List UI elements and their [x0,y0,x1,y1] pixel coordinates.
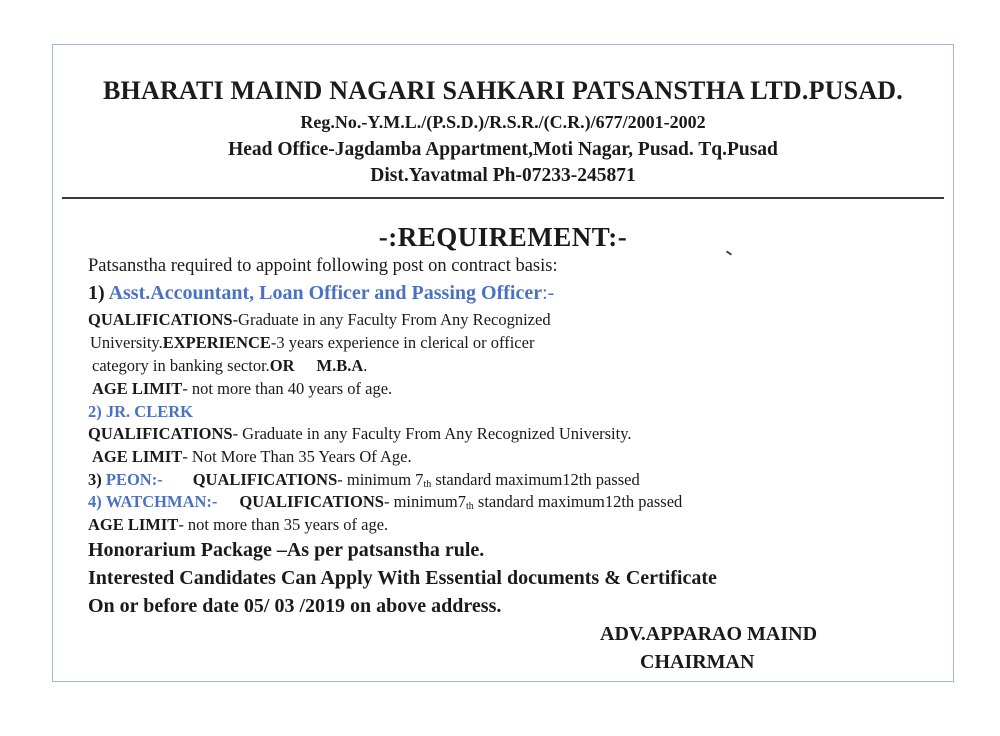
post-2-number: 2) [88,402,102,421]
post-1-alt-dot: . [363,356,368,375]
post-3-number: 3) [88,470,102,489]
post-3-qual-label: QUALIFICATIONS [192,470,338,489]
post-1-age-limit [92,379,392,399]
header-divider [62,197,944,199]
post-1-qual-text: -Graduate in any Faculty From Any Recognized [232,310,551,329]
requirement-heading: -:REQUIREMENT:- [378,222,628,252]
post-3-qual-sup: th [423,479,432,490]
post-2-qual-label: QUALIFICATIONS [88,424,233,443]
post-1-alt-label: M.B.A [316,356,364,375]
post-4-qual-pre: - minimum7 [383,492,466,511]
post-3-name: PEON:- [105,470,163,489]
post-4-qual-label: QUALIFICATIONS [239,492,384,511]
post-4-number: 4) [88,492,102,511]
post-1-title [88,282,554,305]
registration-number: Reg.No.-Y.M.L./(P.S.D.)/R.S.R./(C.R.)/677/2001-2002 [300,112,706,132]
apply-instructions: Interested Candidates Can Apply With Essential documents & Certificate [88,567,717,589]
honorarium-text: Honorarium Package –As per patsanstha rule. [88,539,485,561]
post-1-exp-cont: category in banking sector. [92,356,270,375]
post-4-age-text: - not more than 35 years of age. [178,515,389,534]
signatory-title: CHAIRMAN [640,651,755,673]
post-1-suffix: :- [542,282,555,304]
post-1-age-label: AGE LIMIT [92,379,183,398]
post-2-title [88,402,193,422]
post-1-name: Asst.Accountant, Loan Officer and Passing Officer [108,282,543,304]
head-office-address: Head Office-Jagdamba Appartment,Moti Nagar, Pusad. Tq.Pusad [228,139,778,160]
post-2-age-limit [92,447,412,467]
post-2-age-label: AGE LIMIT [92,447,183,466]
post-1-experience [90,333,534,353]
post-1-exp-text: -3 years experience in clerical or officer [270,333,535,352]
post-1-age-text: - not more than 40 years of age. [182,379,393,398]
post-4-row [88,492,682,512]
post-2-qualification [88,424,632,444]
org-title: BHARATI MAIND NAGARI SAHKARI PATSANSTHA LTD.PUSAD. [103,76,903,105]
post-3-row [88,470,640,490]
signatory-name: ADV.APPARAO MAIND [600,623,818,645]
post-1-exp-label: EXPERIENCE [162,333,271,352]
post-1-number: 1) [88,282,105,304]
post-1-experience-cont [92,356,367,376]
intro-text: Patsanstha required to appoint following post on contract basis: [88,256,558,276]
post-1-qualification [88,310,551,330]
post-4-name: WATCHMAN:- [105,492,218,511]
post-4-qual-sup: th [466,501,474,512]
post-3-qual-post: standard maximum12th passed [431,470,640,489]
district-phone: Dist.Yavatmal Ph-07233-245871 [370,165,636,186]
post-1-qual-label: QUALIFICATIONS [88,310,233,329]
post-4-qual-post: standard maximum12th passed [473,492,683,511]
deadline-text: On or before date 05/ 03 /2019 on above address. [88,595,502,617]
post-4-age-label: AGE LIMIT [88,515,179,534]
post-4-age-limit [88,515,388,535]
post-3-qual-pre: - minimum 7 [337,470,424,489]
post-1-or-label: OR [269,356,295,375]
post-2-name: JR. CLERK [105,402,193,421]
post-1-qual-cont: University. [90,333,163,352]
post-2-age-text: - Not More Than 35 Years Of Age. [182,447,412,466]
post-2-qual-text: - Graduate in any Faculty From Any Recognized University. [232,424,632,443]
